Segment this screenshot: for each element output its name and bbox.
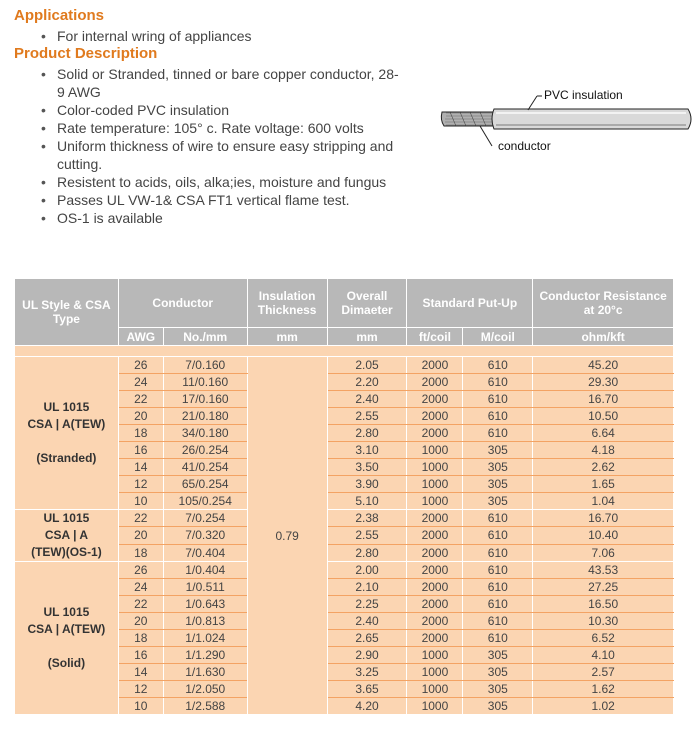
cell-awg: 20 [118, 527, 163, 544]
cell-resistance: 1.02 [533, 698, 674, 715]
cell-strands: 1/0.813 [163, 613, 247, 630]
header-conductor: Conductor [118, 279, 247, 328]
cell-ft-coil: 1000 [407, 459, 463, 476]
cell-diameter: 2.90 [327, 647, 407, 664]
cell-m-coil: 610 [463, 562, 533, 579]
group-label-line: UL 1015 [43, 400, 90, 414]
cell-ft-coil: 2000 [407, 510, 463, 527]
cell-m-coil: 305 [463, 698, 533, 715]
cell-ft-coil: 1000 [407, 664, 463, 681]
cell-m-coil: 610 [463, 527, 533, 544]
subheader-awg: AWG [118, 328, 163, 346]
cell-awg: 24 [118, 374, 163, 391]
subheader-m: M/coil [463, 328, 533, 346]
cell-diameter: 2.40 [327, 613, 407, 630]
cell-resistance: 2.62 [533, 459, 674, 476]
cell-strands: 1/2.050 [163, 681, 247, 698]
subheader-ins-unit: mm [247, 328, 327, 346]
group-label-line [17, 638, 116, 655]
cell-resistance: 10.50 [533, 408, 674, 425]
cell-ft-coil: 2000 [407, 562, 463, 579]
cell-strands: 1/1.290 [163, 647, 247, 664]
cell-m-coil: 610 [463, 579, 533, 596]
subheader-no: No./mm [163, 328, 247, 346]
cell-awg: 20 [118, 613, 163, 630]
header-insulation: Insulation Thickness [247, 279, 327, 328]
cell-strands: 1/0.511 [163, 579, 247, 596]
cell-m-coil: 305 [463, 493, 533, 510]
cell-strands: 1/1.024 [163, 630, 247, 647]
cell-m-coil: 305 [463, 459, 533, 476]
cell-diameter: 3.90 [327, 476, 407, 493]
table-row [15, 357, 674, 374]
cell-strands: 26/0.254 [163, 442, 247, 459]
cell-ft-coil: 1000 [407, 698, 463, 715]
cell-resistance: 16.50 [533, 596, 674, 613]
cell-awg: 18 [118, 544, 163, 561]
cell-ft-coil: 1000 [407, 493, 463, 510]
cell-ft-coil: 2000 [407, 357, 463, 374]
cell-ft-coil: 2000 [407, 527, 463, 544]
list-item: • Uniform thickness of wire to ensure easy stripping and cutting. [35, 137, 405, 173]
list-item: • Solid or Stranded, tinned or bare copper conductor, 28-9 AWG [35, 65, 405, 101]
cell-strands: 11/0.160 [163, 374, 247, 391]
group-label-line: (TEW)(OS-1) [31, 545, 102, 559]
cell-ft-coil: 2000 [407, 408, 463, 425]
cell-m-coil: 610 [463, 425, 533, 442]
table-row [15, 510, 674, 527]
cell-resistance: 4.18 [533, 442, 674, 459]
cell-strands: 21/0.180 [163, 408, 247, 425]
cell-diameter: 3.25 [327, 664, 407, 681]
cell-awg: 10 [118, 493, 163, 510]
cell-m-coil: 305 [463, 442, 533, 459]
cell-awg: 10 [118, 698, 163, 715]
cell-strands: 17/0.160 [163, 391, 247, 408]
cell-diameter: 2.40 [327, 391, 407, 408]
cell-ft-coil: 1000 [407, 681, 463, 698]
cell-strands: 41/0.254 [163, 459, 247, 476]
cell-diameter: 2.80 [327, 544, 407, 561]
cell-ft-coil: 2000 [407, 374, 463, 391]
list-item: • Passes UL VW-1& CSA FT1 vertical flame test. [35, 191, 405, 209]
cell-resistance: 2.57 [533, 664, 674, 681]
applications-list [35, 27, 252, 45]
cell-strands: 105/0.254 [163, 493, 247, 510]
subheader-dia-unit: mm [327, 328, 407, 346]
cell-ft-coil: 1000 [407, 647, 463, 664]
group-label-line: (Solid) [47, 656, 86, 670]
header-diameter: Overall Dimaeter [327, 279, 407, 328]
subheader-ft: ft/coil [407, 328, 463, 346]
group-label-line: UL 1015 [43, 511, 90, 525]
cell-awg: 12 [118, 476, 163, 493]
cell-diameter: 2.55 [327, 408, 407, 425]
cell-m-coil: 610 [463, 510, 533, 527]
cell-diameter: 4.20 [327, 698, 407, 715]
table-row [15, 562, 674, 579]
cell-diameter: 3.10 [327, 442, 407, 459]
cell-insulation: 0.79 [247, 357, 327, 715]
cell-m-coil: 305 [463, 681, 533, 698]
group-label-line: UL 1015 [43, 605, 90, 619]
cell-awg: 22 [118, 510, 163, 527]
wire-diagram [436, 80, 700, 160]
cell-m-coil: 305 [463, 664, 533, 681]
group-label [15, 510, 119, 562]
cell-ft-coil: 2000 [407, 613, 463, 630]
group-label-line [17, 433, 116, 450]
pvc-insulation-label: PVC insulation [544, 88, 623, 102]
list-item: • For internal wring of appliances [35, 27, 252, 45]
group-label-line: (Stranded) [36, 451, 97, 465]
cell-diameter: 2.38 [327, 510, 407, 527]
cell-diameter: 2.20 [327, 374, 407, 391]
cell-awg: 26 [118, 562, 163, 579]
group-label-line: CSA | A [44, 528, 88, 542]
header-putup: Standard Put-Up [407, 279, 533, 328]
cell-resistance: 29.30 [533, 374, 674, 391]
cell-diameter: 5.10 [327, 493, 407, 510]
cell-strands: 7/0.404 [163, 544, 247, 561]
header-resistance: Conductor Resistance at 20°c [533, 279, 674, 328]
cell-awg: 22 [118, 596, 163, 613]
cell-diameter: 2.25 [327, 596, 407, 613]
subheader-ohm: ohm/kft [533, 328, 674, 346]
cell-awg: 26 [118, 357, 163, 374]
cell-resistance: 16.70 [533, 510, 674, 527]
cell-awg: 22 [118, 391, 163, 408]
cell-m-coil: 305 [463, 647, 533, 664]
cell-m-coil: 610 [463, 630, 533, 647]
cell-resistance: 16.70 [533, 391, 674, 408]
group-label-line: CSA | A(TEW) [27, 622, 106, 636]
spec-table [14, 278, 674, 715]
cell-diameter: 3.50 [327, 459, 407, 476]
cell-strands: 1/0.643 [163, 596, 247, 613]
cell-m-coil: 610 [463, 544, 533, 561]
applications-heading: Applications [14, 7, 105, 24]
conductor-label: conductor [498, 139, 551, 153]
group-label [15, 357, 119, 510]
cell-resistance: 6.52 [533, 630, 674, 647]
cell-awg: 14 [118, 459, 163, 476]
cell-m-coil: 305 [463, 476, 533, 493]
cell-resistance: 43.53 [533, 562, 674, 579]
cell-resistance: 10.40 [533, 527, 674, 544]
list-item: • OS-1 is available [35, 209, 405, 227]
cell-strands: 65/0.254 [163, 476, 247, 493]
cell-strands: 34/0.180 [163, 425, 247, 442]
cell-m-coil: 610 [463, 357, 533, 374]
cell-ft-coil: 2000 [407, 391, 463, 408]
group-label-line: CSA | A(TEW) [27, 417, 106, 431]
cell-awg: 14 [118, 664, 163, 681]
product-description-list [35, 65, 405, 227]
cell-resistance: 45.20 [533, 357, 674, 374]
cell-awg: 12 [118, 681, 163, 698]
cell-strands: 1/1.630 [163, 664, 247, 681]
cell-awg: 24 [118, 579, 163, 596]
cell-ft-coil: 2000 [407, 596, 463, 613]
cell-resistance: 1.04 [533, 493, 674, 510]
cell-strands: 1/0.404 [163, 562, 247, 579]
cell-resistance: 6.64 [533, 425, 674, 442]
cell-resistance: 27.25 [533, 579, 674, 596]
cell-diameter: 2.65 [327, 630, 407, 647]
cell-resistance: 1.62 [533, 681, 674, 698]
cell-awg: 16 [118, 647, 163, 664]
cell-m-coil: 610 [463, 374, 533, 391]
cell-resistance: 4.10 [533, 647, 674, 664]
cell-ft-coil: 2000 [407, 630, 463, 647]
cell-awg: 18 [118, 630, 163, 647]
cell-ft-coil: 2000 [407, 579, 463, 596]
cell-strands: 1/2.588 [163, 698, 247, 715]
cell-m-coil: 610 [463, 596, 533, 613]
cell-diameter: 2.00 [327, 562, 407, 579]
cell-ft-coil: 2000 [407, 425, 463, 442]
spacer-row [15, 346, 674, 357]
cell-awg: 18 [118, 425, 163, 442]
cell-strands: 7/0.160 [163, 357, 247, 374]
list-item: • Resistent to acids, oils, alka;ies, moisture and fungus [35, 173, 405, 191]
cell-resistance: 10.30 [533, 613, 674, 630]
cell-ft-coil: 1000 [407, 442, 463, 459]
cell-awg: 16 [118, 442, 163, 459]
cell-strands: 7/0.254 [163, 510, 247, 527]
cell-strands: 7/0.320 [163, 527, 247, 544]
cell-m-coil: 610 [463, 408, 533, 425]
cell-awg: 20 [118, 408, 163, 425]
list-item: • Color-coded PVC insulation [35, 101, 405, 119]
cell-diameter: 2.10 [327, 579, 407, 596]
cell-resistance: 7.06 [533, 544, 674, 561]
cell-m-coil: 610 [463, 391, 533, 408]
product-description-heading: Product Description [14, 45, 158, 62]
cell-ft-coil: 2000 [407, 544, 463, 561]
cell-m-coil: 610 [463, 613, 533, 630]
list-item: • Rate temperature: 105° c. Rate voltage: 600 volts [35, 119, 405, 137]
cell-resistance: 1.65 [533, 476, 674, 493]
cell-diameter: 2.80 [327, 425, 407, 442]
cell-diameter: 2.55 [327, 527, 407, 544]
cell-ft-coil: 1000 [407, 476, 463, 493]
cell-diameter: 3.65 [327, 681, 407, 698]
group-label [15, 562, 119, 715]
header-style: UL Style & CSA Type [15, 279, 119, 346]
cell-diameter: 2.05 [327, 357, 407, 374]
